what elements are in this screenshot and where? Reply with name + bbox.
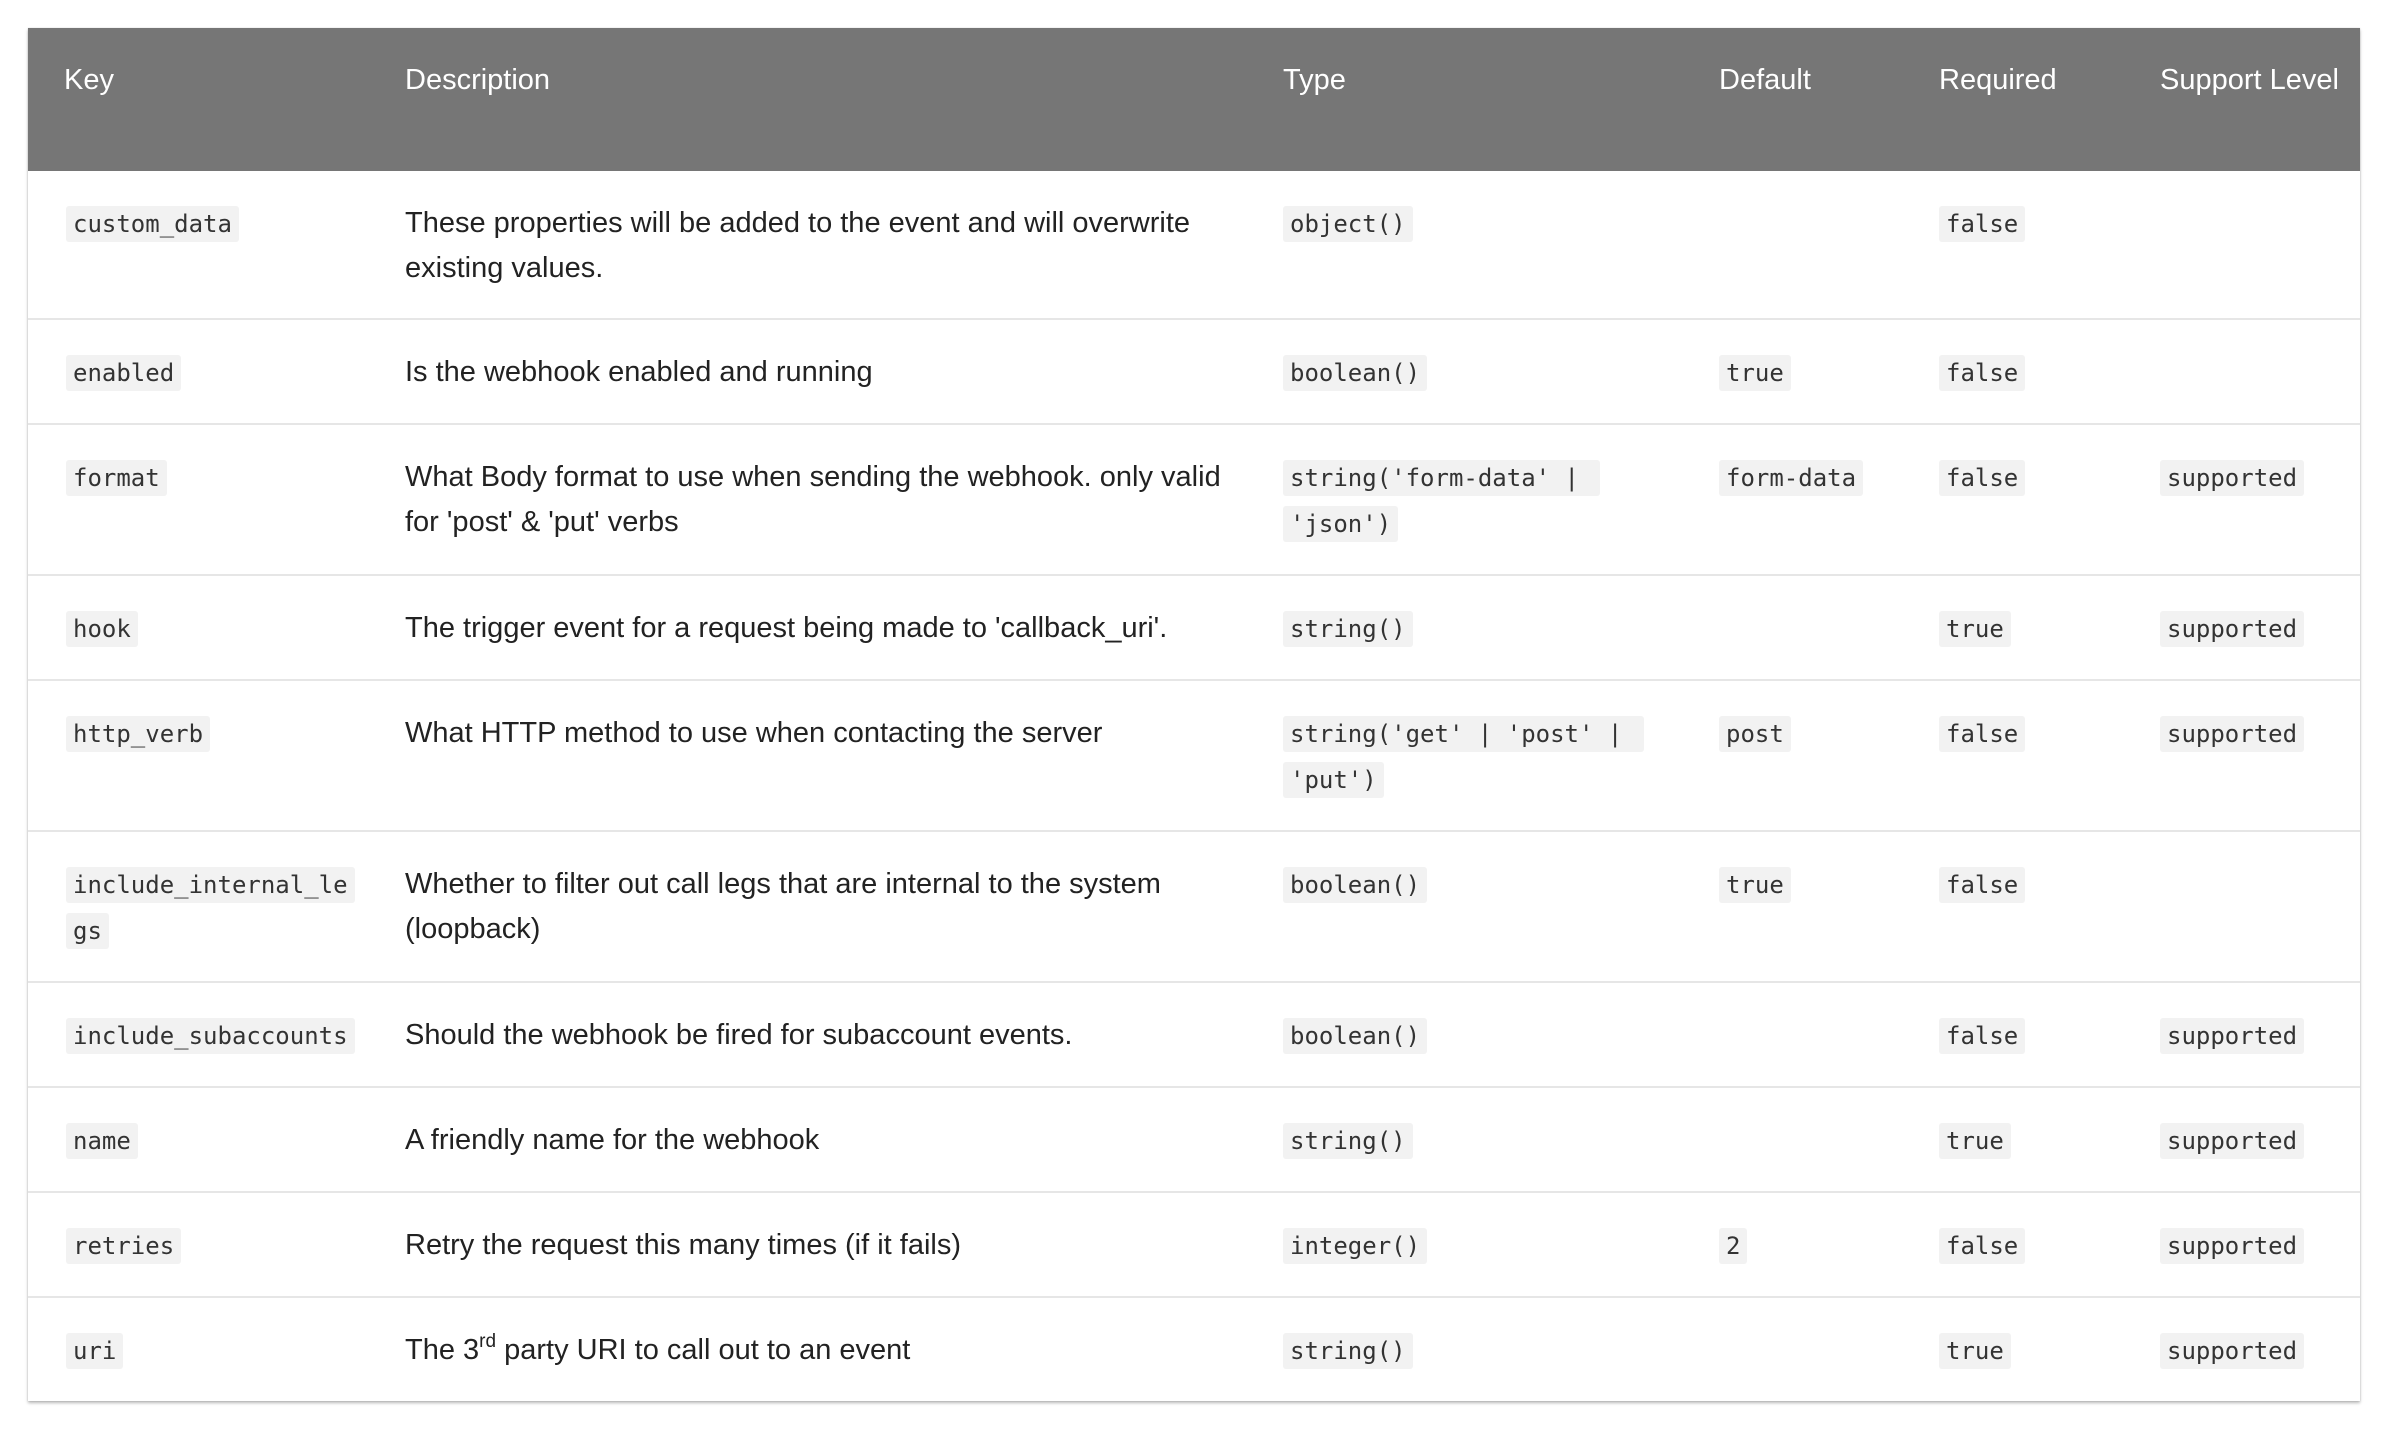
required-cell: [1903, 1297, 2124, 1401]
type-cell: [1247, 1087, 1683, 1192]
support-level-cell: [2124, 1297, 2360, 1401]
support-level-code: supported: [2160, 460, 2304, 496]
description-cell: Retry the request this many times (if it fails): [405, 1229, 961, 1261]
key-code: hook: [66, 611, 138, 647]
required-code: false: [1939, 867, 2025, 903]
table-row: [28, 831, 2360, 982]
key-cell: [28, 1087, 369, 1192]
required-code: true: [1939, 1123, 2011, 1159]
required-code: false: [1939, 1018, 2025, 1054]
default-cell: [1683, 575, 1903, 680]
required-code: false: [1939, 206, 2025, 242]
support-level-cell: [2124, 1087, 2360, 1192]
table-row: [28, 171, 2360, 319]
required-cell: [1903, 424, 2124, 575]
type-code: integer(): [1283, 1228, 1427, 1264]
key-cell: [28, 982, 369, 1087]
key-cell: [28, 680, 369, 831]
support-level-code: supported: [2160, 1018, 2304, 1054]
description-cell: What HTTP method to use when contacting the server: [405, 717, 1103, 749]
description-cell: [369, 1297, 1247, 1401]
description-cell: The trigger event for a request being made to 'callback_uri'.: [405, 612, 1168, 644]
default-code: true: [1719, 355, 1791, 391]
default-cell: [1683, 1192, 1903, 1297]
header-required: Required: [1939, 64, 2057, 96]
table-row: [28, 575, 2360, 680]
required-code: false: [1939, 460, 2025, 496]
key-code: enabled: [66, 355, 181, 391]
key-cell: [28, 831, 369, 982]
table-body: [28, 171, 2360, 1401]
type-code: string('form-data' | 'json'): [1283, 460, 1600, 542]
default-code: 2: [1719, 1228, 1747, 1264]
support-level-cell: [2124, 575, 2360, 680]
support-level-cell: [2124, 831, 2360, 982]
description-cell: These properties will be added to the event and will overwrite existing values.: [405, 207, 1191, 284]
header-support-level: Support Level: [2160, 64, 2339, 96]
required-cell: [1903, 1192, 2124, 1297]
default-cell: [1683, 831, 1903, 982]
table-row: [28, 982, 2360, 1087]
default-cell: [1683, 424, 1903, 575]
required-code: false: [1939, 1228, 2025, 1264]
type-code: string(): [1283, 1123, 1413, 1159]
type-cell: [1247, 831, 1683, 982]
required-cell: [1903, 575, 2124, 680]
required-code: true: [1939, 1333, 2011, 1369]
support-level-code: supported: [2160, 611, 2304, 647]
default-cell: [1683, 1297, 1903, 1401]
key-cell: [28, 1297, 369, 1401]
description-text-after: party URI to call out to an event: [496, 1334, 911, 1366]
description-text-before: The 3: [405, 1334, 480, 1366]
support-level-code: supported: [2160, 1333, 2304, 1369]
support-level-cell: [2124, 680, 2360, 831]
required-code: false: [1939, 355, 2025, 391]
header-row: [28, 28, 2360, 171]
type-code: string('get' | 'post' | 'put'): [1283, 716, 1644, 798]
table-row: [28, 1192, 2360, 1297]
key-cell: [28, 319, 369, 424]
description-cell: A friendly name for the webhook: [405, 1124, 820, 1156]
required-cell: [1903, 680, 2124, 831]
header-description: Description: [405, 64, 551, 96]
type-code: boolean(): [1283, 1018, 1427, 1054]
table-row: [28, 1297, 2360, 1401]
required-cell: [1903, 319, 2124, 424]
key-cell: [28, 575, 369, 680]
support-level-code: supported: [2160, 1228, 2304, 1264]
key-code: name: [66, 1123, 138, 1159]
type-cell: [1247, 575, 1683, 680]
key-cell: [28, 424, 369, 575]
key-cell: [28, 1192, 369, 1297]
key-code: http_verb: [66, 716, 210, 752]
default-cell: [1683, 982, 1903, 1087]
required-cell: [1903, 1087, 2124, 1192]
type-cell: [1247, 680, 1683, 831]
default-cell: [1683, 319, 1903, 424]
type-code: string(): [1283, 611, 1413, 647]
table-row: [28, 319, 2360, 424]
default-cell: [1683, 171, 1903, 319]
webhook-properties-table: [28, 28, 2360, 1401]
type-cell: [1247, 1192, 1683, 1297]
required-cell: [1903, 831, 2124, 982]
support-level-cell: [2124, 171, 2360, 319]
type-code: string(): [1283, 1333, 1413, 1369]
key-code: custom_data: [66, 206, 239, 242]
key-code: format: [66, 460, 167, 496]
description-superscript: rd: [479, 1331, 497, 1352]
key-cell: [28, 171, 369, 319]
default-code: form-data: [1719, 460, 1863, 496]
required-code: false: [1939, 716, 2025, 752]
type-cell: [1247, 424, 1683, 575]
description-cell: Is the webhook enabled and running: [405, 356, 873, 388]
header-type: Type: [1283, 64, 1346, 96]
description-cell: Should the webhook be fired for subaccount events.: [405, 1019, 1073, 1051]
description-cell: Whether to filter out call legs that are internal to the system (loopback): [405, 868, 1161, 945]
default-cell: [1683, 1087, 1903, 1192]
key-code: uri: [66, 1333, 123, 1369]
key-code: include_subaccounts: [66, 1018, 355, 1054]
support-level-cell: [2124, 1192, 2360, 1297]
default-code: true: [1719, 867, 1791, 903]
type-code: boolean(): [1283, 355, 1427, 391]
default-cell: [1683, 680, 1903, 831]
required-code: true: [1939, 611, 2011, 647]
header-default: Default: [1719, 64, 1811, 96]
default-code: post: [1719, 716, 1791, 752]
table-row: [28, 680, 2360, 831]
support-level-cell: [2124, 982, 2360, 1087]
table-row: [28, 1087, 2360, 1192]
header-key: Key: [64, 64, 114, 96]
table-header: [28, 28, 2360, 171]
type-cell: [1247, 1297, 1683, 1401]
webhook-properties-table-wrapper: [28, 28, 2360, 1401]
support-level-cell: [2124, 424, 2360, 575]
table-row: [28, 424, 2360, 575]
key-code: retries: [66, 1228, 181, 1264]
support-level-code: supported: [2160, 716, 2304, 752]
type-cell: [1247, 982, 1683, 1087]
type-cell: [1247, 319, 1683, 424]
description-cell: What Body format to use when sending the webhook. only valid for 'post' & 'put' verbs: [405, 461, 1221, 538]
support-level-code: supported: [2160, 1123, 2304, 1159]
type-cell: [1247, 171, 1683, 319]
type-code: boolean(): [1283, 867, 1427, 903]
key-code: include_internal_legs: [66, 867, 355, 949]
required-cell: [1903, 982, 2124, 1087]
support-level-cell: [2124, 319, 2360, 424]
type-code: object(): [1283, 206, 1413, 242]
required-cell: [1903, 171, 2124, 319]
